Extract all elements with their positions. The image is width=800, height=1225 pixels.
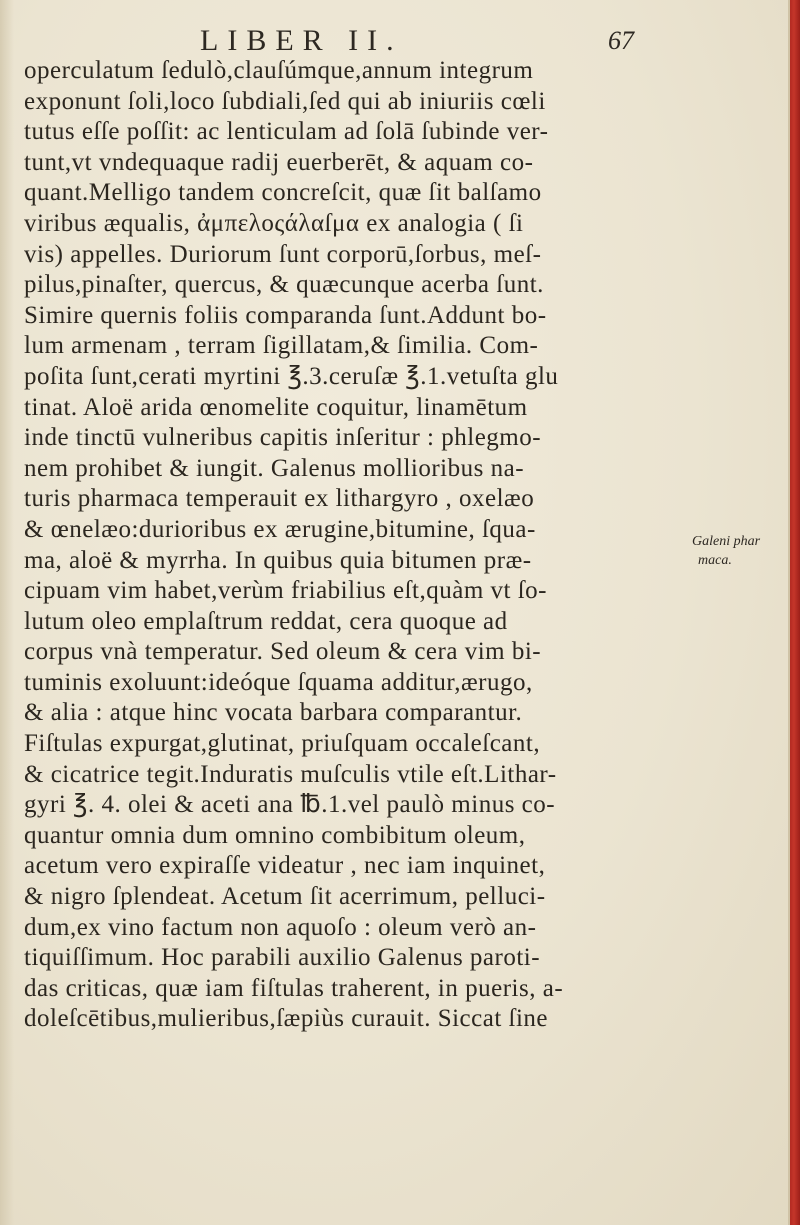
text-line: tutus eſſe poſſit: ac lenticulam ad ſolā ſubinde ver-	[24, 118, 549, 146]
text-line: Fiſtulas expurgat,glutinat, priuſquam occaleſcant,	[24, 730, 541, 758]
text-line: & cicatrice tegit.Induratis muſculis vtile eſt.Lithar-	[24, 760, 557, 788]
text-line: acetum vero expiraſſe videatur , nec iam inquinet,	[24, 852, 546, 880]
spine-shadow	[0, 0, 14, 1225]
margin-note-line: maca.	[698, 553, 732, 568]
text-line: exponunt ſoli,loco ſubdiali,ſed qui ab iniuriis cœli	[24, 87, 546, 115]
body-text	[24, 56, 724, 1035]
text-line: tinat. Aloë arida œnomelite coquitur, linamētum	[24, 393, 528, 421]
text-line: & alia : atque hinc vocata barbara comparantur.	[24, 699, 523, 727]
running-head	[0, 24, 790, 60]
text-line: lutum oleo emplaſtrum reddat, cera quoque ad	[24, 607, 508, 635]
text-line: Simire quernis foliis comparanda ſunt.Addunt bo-	[24, 301, 547, 329]
red-page-edge	[790, 0, 800, 1225]
text-line: operculatum ſedulò,clauſúmque,annum integrum	[24, 57, 534, 84]
text-line: lum armenam , terram ſigillatam,& ſimilia. Com-	[24, 332, 539, 360]
text-line: inde tinctū vulneribus capitis inſeritur : phlegmo-	[24, 424, 542, 452]
text-line: tiquiſſimum. Hoc parabili auxilio Galenus paroti-	[24, 944, 541, 972]
text-line: vis) appelles. Duriorum ſunt corporū,ſorbus, meſ-	[24, 240, 542, 268]
margin-note	[692, 532, 788, 570]
text-line: poſita ſunt,cerati myrtini ℥.3.ceruſæ ℥.1.vetuſta glu	[24, 362, 559, 390]
page-number: 67	[608, 26, 634, 55]
text-line: pilus,pinaſter, quercus, & quæcunque acerba ſunt.	[24, 271, 544, 299]
text-line: viribus æqualis, ἀμπελοςάλαſμα ex analogia ( ſi	[24, 209, 524, 237]
text-line: tuminis exoluunt:ideóque ſquama additur,ærugo,	[24, 668, 533, 696]
running-head-title: LIBER II.	[200, 24, 403, 57]
text-line: & œnelæo:durioribus ex ærugine,bitumine, ſqua-	[24, 515, 536, 543]
text-line: dum,ex vino factum non aquoſo : oleum verò an-	[24, 913, 537, 941]
text-line: corpus vnà temperatur. Sed oleum & cera vim bi-	[24, 638, 542, 666]
text-line: nem prohibet & iungit. Galenus mollioribus na-	[24, 454, 525, 482]
text-line: ma, aloë & myrrha. In quibus quia bitumen præ-	[24, 546, 532, 574]
text-line: quant.Melligo tandem concreſcit, quæ ſit balſamo	[24, 179, 542, 207]
text-line: turis pharmaca temperauit ex lithargyro , oxelæo	[24, 485, 535, 513]
text-line: tunt,vt vndequaque radij euerberēt, & aquam co-	[24, 148, 534, 176]
text-line: doleſcētibus,mulieribus,ſæpiùs curauit. Siccat ſine	[24, 1005, 549, 1033]
text-line: cipuam vim habet,verùm friabilius eſt,quàm vt ſo-	[24, 577, 547, 605]
text-line: & nigro ſplendeat. Acetum ſit acerrimum, pelluci-	[24, 883, 546, 911]
text-line: quantur omnia dum omnino combibitum oleum,	[24, 821, 526, 849]
text-line: das criticas, quæ iam fiſtulas traherent, in pueris, a-	[24, 974, 564, 1002]
text-line: gyri ℥. 4. olei & aceti ana ℔.1.vel paulò minus co-	[24, 791, 556, 819]
margin-note-line: Galeni phar	[692, 534, 761, 549]
